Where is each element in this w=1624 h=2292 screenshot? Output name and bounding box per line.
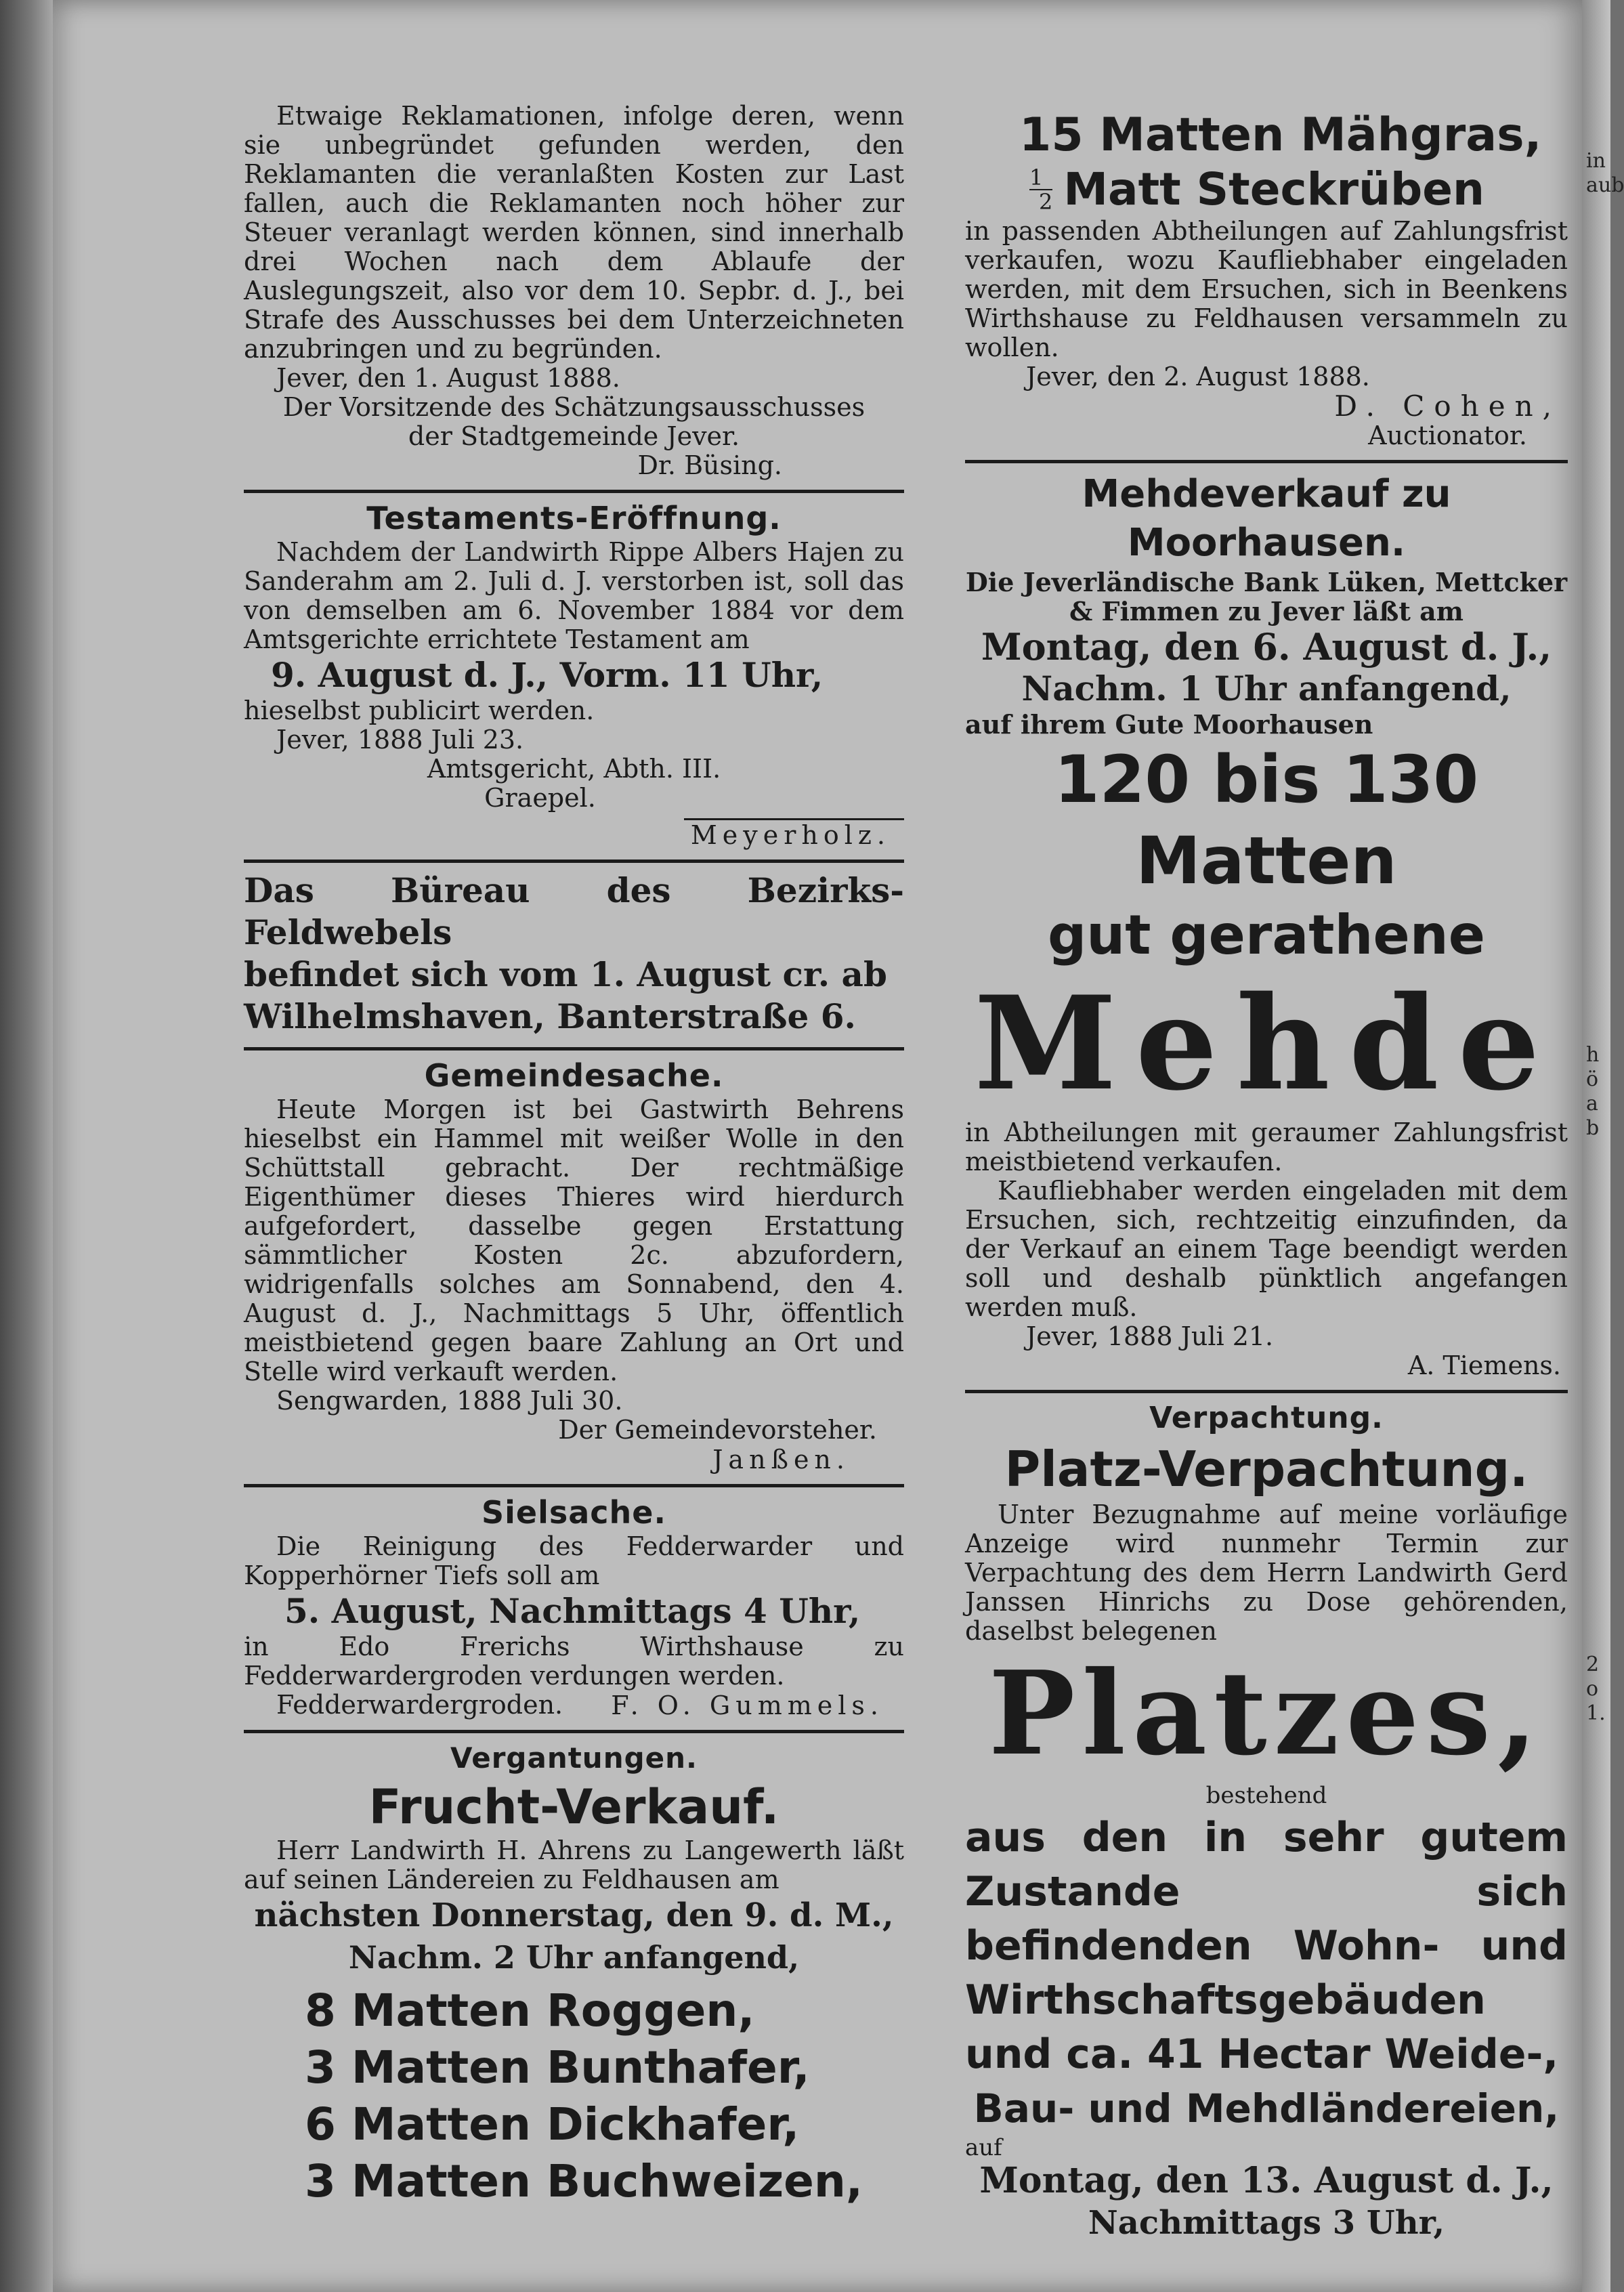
matten-notice xyxy=(965,108,1568,450)
testament-notice xyxy=(244,493,904,850)
frucht-heading: Frucht-Verkauf. xyxy=(368,1779,779,1835)
mehde-word: Mehde xyxy=(974,968,1559,1119)
left-column xyxy=(244,0,904,2210)
top-signature-1: D. Cohen, xyxy=(1334,389,1561,423)
fraction-numerator: 1 xyxy=(1029,165,1044,190)
mehde-date: Jever, 1888 Juli 21. xyxy=(1026,1321,1274,1351)
reklamation-signature-1: Der Vorsitzende des Schätzungsausschusses xyxy=(282,392,866,422)
top-date: Jever, den 2. August 1888. xyxy=(1026,362,1370,391)
bureau-line-2: befindet sich vom 1. August cr. ab xyxy=(244,954,887,994)
reklamation-text: Etwaige Reklamationen, infolge deren, wenn sie unbegründet gefunden werden, den Reklamanten die veranlaßten Kosten zur Last fallen, auch die Reklamanten noch höher zur Steuer veranlagt werden können, sind innerhalb drei Wochen nach dem Ablaufe der Auslegungszeit, also vor dem 10. Sepbr. d. J., bei Strafe des Ausschusses bei dem Unterzeichneten anzubringen und zu begründen. xyxy=(244,101,904,364)
top-text: in passenden Abtheilungen auf Zahlungsfrist verkaufen, wozu Kaufliebhaber eingeladen werden, mit dem Ersuchen, sich in Beenkens Wirthshause zu Feldhausen versammeln zu wollen. xyxy=(965,216,1568,362)
siel-notice xyxy=(244,1487,904,1720)
gemeinde-notice xyxy=(244,1050,904,1474)
frucht-item: 3 Matten Buchweizen, xyxy=(305,2155,863,2207)
mehde-amount: 120 bis 130 Matten xyxy=(1054,742,1479,899)
platz-word: Platzes, xyxy=(988,1646,1545,1781)
frucht-notice xyxy=(244,1733,904,2210)
gemeinde-date: Sengwarden, 1888 Juli 30. xyxy=(276,1386,623,1416)
frucht-label: Vergantungen. xyxy=(450,1741,698,1775)
gemeinde-heading: Gemeindesache. xyxy=(424,1057,724,1094)
siel-signature: F. O. Gummels. xyxy=(611,1691,884,1720)
frucht-time: Nachm. 2 Uhr anfangend, xyxy=(348,1939,800,1976)
testament-signature-2: Graepel. xyxy=(484,783,596,813)
testament-signature-3: Meyerholz. xyxy=(690,820,891,850)
bureau-line-3: Wilhelmshaven, Banterstraße 6. xyxy=(244,996,856,1036)
testament-date-big: 9. August d. J., Vorm. 11 Uhr, xyxy=(271,655,824,695)
mehde-text-2: in Abtheilungen mit geraumer Zahlungsfrist meistbietend verkaufen. xyxy=(965,1118,1568,1176)
testament-signature-1: Amtsgericht, Abth. III. xyxy=(427,754,721,784)
platz-time: Nachmittags 3 Uhr, xyxy=(1088,2204,1445,2242)
fragment-text: in xyxy=(1586,149,1606,173)
frucht-text: Herr Landwirth H. Ahrens zu Langewerth läßt auf seinen Ländereien zu Feldhausen am xyxy=(244,1835,904,1894)
frucht-item: 3 Matten Bunthafer, xyxy=(305,2041,810,2094)
reklamation-notice xyxy=(244,102,904,480)
platz-date-big: Montag, den 13. August d. J., xyxy=(979,2160,1554,2201)
fragment-text: a xyxy=(1586,1092,1598,1116)
reklamation-date: Jever, den 1. August 1888. xyxy=(276,363,620,393)
gemeinde-text: Heute Morgen ist bei Gastwirth Behrens hieselbst ein Hammel mit weißer Wolle in den Schüttstall gebracht. Der rechtmäßige Eigenthümer dieses Thieres wird hierdurch aufgefordert, dasselbe gegen Erstattung sämmtlicher Kosten 2c. abzufordern, widrigenfalls solches am Sonnabend, den 4. August d. J., Nachmittags 5 Uhr, öffentlich meistbietend gegen baare Zahlung an Ort und Stelle wird verkauft werden. xyxy=(244,1095,904,1386)
testament-date: Jever, 1888 Juli 23. xyxy=(276,725,524,755)
fragment-text: b xyxy=(1586,1116,1600,1140)
platz-heading: Platz-Verpachtung. xyxy=(1004,1441,1529,1498)
gemeinde-signature-1: Der Gemeindevorsteher. xyxy=(558,1415,877,1445)
frucht-item: 6 Matten Dickhafer, xyxy=(305,2098,800,2150)
fragment-text: ö xyxy=(1586,1067,1599,1091)
fraction xyxy=(1029,166,1052,213)
platz-auf: auf xyxy=(965,2134,1002,2161)
siel-place: Fedderwardergroden. xyxy=(276,1690,563,1720)
platz-desc-1: aus den in sehr gutem Zustande sich befindenden Wohn- und Wirthschaftsgebäuden und ca. 41 Hectar Weide-, xyxy=(965,1814,1568,2078)
reklamation-signature-2: der Stadtgemeinde Jever. xyxy=(408,421,740,451)
siel-text-2: in Edo Frerichs Wirthshause zu Fedderwardergroden verdungen werden. xyxy=(244,1632,904,1691)
mehde-notice xyxy=(965,463,1568,1380)
frucht-date-big: nächsten Donnerstag, den 9. d. M., xyxy=(254,1896,894,1934)
platz-sub: bestehend xyxy=(1205,1782,1327,1809)
fragment-text: o xyxy=(1586,1677,1599,1701)
mehde-date-big: Montag, den 6. August d. J., xyxy=(981,625,1552,668)
top-line-2: Matt Steckrüben xyxy=(1063,163,1485,215)
gemeinde-signature-2: Janßen. xyxy=(712,1445,850,1474)
next-page-edge xyxy=(1582,0,1610,2292)
right-column xyxy=(965,0,1568,2244)
frucht-items xyxy=(244,1978,904,2210)
testament-heading: Testaments-Eröffnung. xyxy=(366,500,782,536)
fragment-text: h xyxy=(1586,1043,1600,1067)
mehde-text-3: Kaufliebhaber werden eingeladen mit dem Ersuchen, sich, rechtzeitig einzufinden, da der Verkauf an einem Tage beendigt werden soll und deshalb pünktlich angefangen werden muß. xyxy=(965,1176,1568,1322)
reklamation-signature-3: Dr. Büsing. xyxy=(637,450,782,480)
platz-notice xyxy=(965,1393,1568,2244)
fragment-text: 1. xyxy=(1586,1701,1606,1725)
mehde-quality: gut gerathene xyxy=(1048,904,1485,967)
book-gutter xyxy=(0,0,53,2292)
fragment-text: 2 xyxy=(1586,1653,1600,1676)
mehde-heading: Mehdeverkauf zu Moorhausen. xyxy=(1082,472,1451,565)
mehde-text: Die Jeverländische Bank Lüken, Mettcker & Fimmen zu Jever läßt am xyxy=(965,567,1568,627)
testament-text-2: hieselbst publicirt werden. xyxy=(244,696,595,725)
top-line-1: 15 Matten Mähgras, xyxy=(1019,108,1542,162)
platz-desc-2: Bau- und Mehdländereien, xyxy=(973,2085,1560,2131)
fragment-text: aub xyxy=(1586,173,1624,197)
fraction-denominator: 2 xyxy=(1029,189,1052,213)
frucht-item: 8 Matten Roggen, xyxy=(305,1985,755,2037)
mehde-signature: A. Tiemens. xyxy=(1407,1351,1561,1380)
platz-label: Verpachtung. xyxy=(1149,1401,1384,1435)
siel-heading: Sielsache. xyxy=(482,1494,666,1531)
bureau-line-1: Das Büreau des Bezirks-Feldwebels xyxy=(244,870,904,952)
platz-text: Unter Bezugnahme auf meine vorläufige Anzeige wird nunmehr Termin zur Verpachtung des dem Herrn Landwirth Gerd Janssen Hinrichs zu Dose gehörenden, daselbst belegenen xyxy=(965,1500,1568,1646)
testament-text: Nachdem der Landwirth Rippe Albers Hajen zu Sanderahm am 2. Juli d. J. verstorben ist, soll das von demselben am 6. November 1884 vor dem Amtsgerichte errichtete Testament am xyxy=(244,537,904,654)
top-signature-2: Auctionator. xyxy=(1368,421,1527,450)
siel-date-big: 5. August, Nachmittags 4 Uhr, xyxy=(284,1591,861,1631)
bureau-notice xyxy=(244,863,904,1038)
mehde-place: auf ihrem Gute Moorhausen xyxy=(965,709,1373,740)
siel-text: Die Reinigung des Fedderwarder und Kopperhörner Tiefs soll am xyxy=(244,1531,904,1590)
mehde-time: Nachm. 1 Uhr anfangend, xyxy=(1021,668,1512,708)
